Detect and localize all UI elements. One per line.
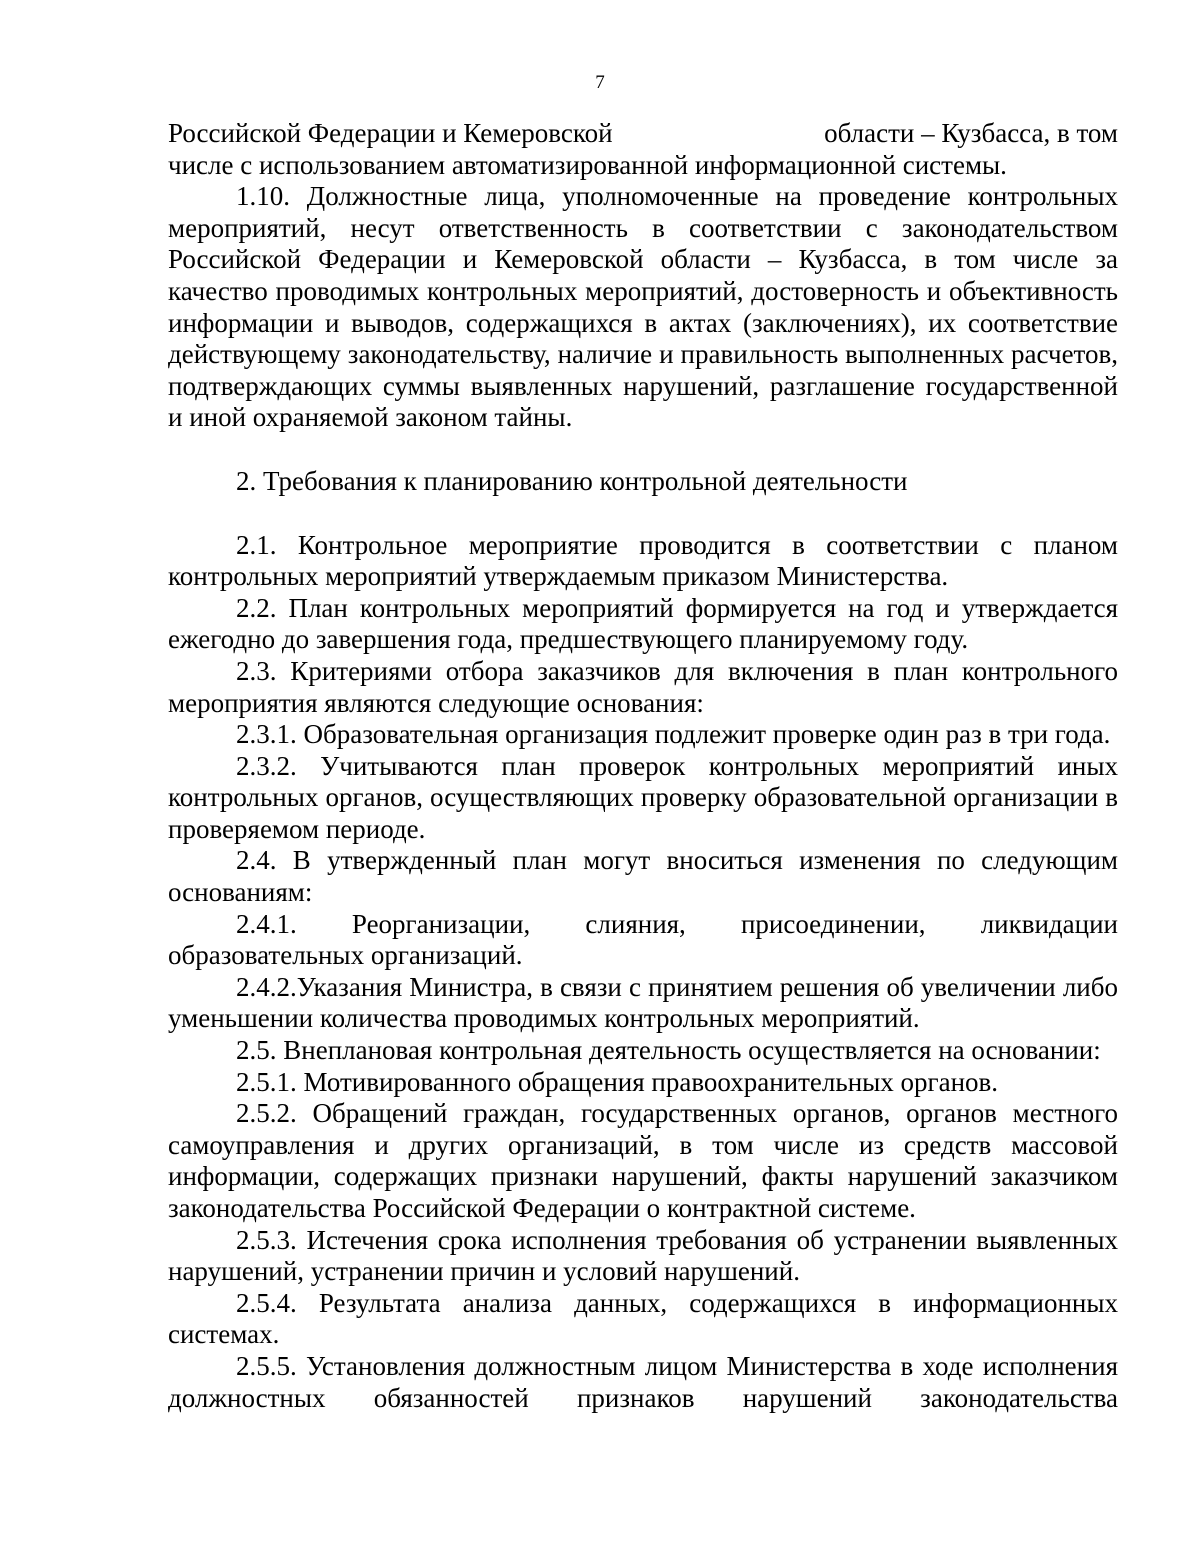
paragraph-2-5: 2.5. Внеплановая контрольная деятельность осуществляется на основании: [236,1035,1101,1066]
continuation-first-line [168,118,1118,150]
paragraph-2-2: 2.2. План контрольных мероприятий формируется на год и утверждается ежегодно до завершения года, предшествующего планируемому году. [168,592,1118,655]
paragraph-2-5-5: 2.5.5. Установления должностным лицом Министерства в ходе исполнения должностных обязанностей признаков нарушений законодательства [168,1350,1118,1413]
document-body [168,118,1118,1414]
paragraph-2-5-4: 2.5.4. Результата анализа данных, содержащихся в информационных системах. [168,1287,1118,1350]
paragraph-2-5-2: 2.5.2. Обращений граждан, государственных органов, органов местного самоуправления и других организаций, в том числе из средств массовой информации, содержащих признаки нарушений, факты нарушений заказчиком законодательства Российской Федерации о контрактной системе. [168,1098,1118,1223]
paragraph-2-4: 2.4. В утвержденный план могут вноситься изменения по следующим основаниям: [168,845,1118,908]
continuation-text-left: Российской Федерации и Кемеровской [168,118,613,148]
paragraph-1-10: 1.10. Должностные лица, уполномоченные на проведение контрольных мероприятий, несут ответственность в соответствии с законодательством Российской Федерации и Кемеровской области – Кузбасса, в том числе за качество проводимых контрольных мероприятий, достоверность и объективность информации и выводов, содержащихся в актах (заключениях), их соответствие действующему законодательству, наличие и правильность выполненных расчетов, подтверждающих суммы выявленных нарушений, разглашение государственной и иной охраняемой законом тайны. [168,181,1118,433]
paragraph-2-4-2: 2.4.2.Указания Министра, в связи с принятием решения об увеличении либо уменьшении количества проводимых контрольных мероприятий. [168,971,1118,1034]
paragraph-2-4-1: 2.4.1. Реорганизации, слияния, присоединении, ликвидации образовательных организаций. [168,908,1118,971]
paragraph-2-1: 2.1. Контрольное мероприятие проводится в соответствии с планом контрольных мероприятий утверждаемым приказом Министерства. [168,529,1118,592]
paragraph-2-5-3: 2.5.3. Истечения срока исполнения требования об устранении выявленных нарушений, устранении причин и условий нарушений. [168,1224,1118,1287]
section-heading: 2. Требования к планированию контрольной деятельности [236,465,908,496]
paragraph-2-3: 2.3. Критериями отбора заказчиков для включения в план контрольного мероприятия являются следующие основания: [168,655,1118,718]
paragraph-2-3-2: 2.3.2. Учитываются план проверок контрольных мероприятий иных контрольных органов, осуществляющих проверку образовательной организации в проверяемом периоде. [168,750,1118,844]
page-number: 7 [595,72,605,93]
paragraph-2-3-1: 2.3.1. Образовательная организация подлежит проверке один раз в три года. [236,719,1111,750]
paragraph-2-5-1: 2.5.1. Мотивированного обращения правоохранительных органов. [236,1066,999,1097]
continuation-text-right: области – Кузбасса, в том [824,118,1118,148]
continuation-second-line: числе с использованием автоматизированной информационной системы. [168,149,1007,180]
